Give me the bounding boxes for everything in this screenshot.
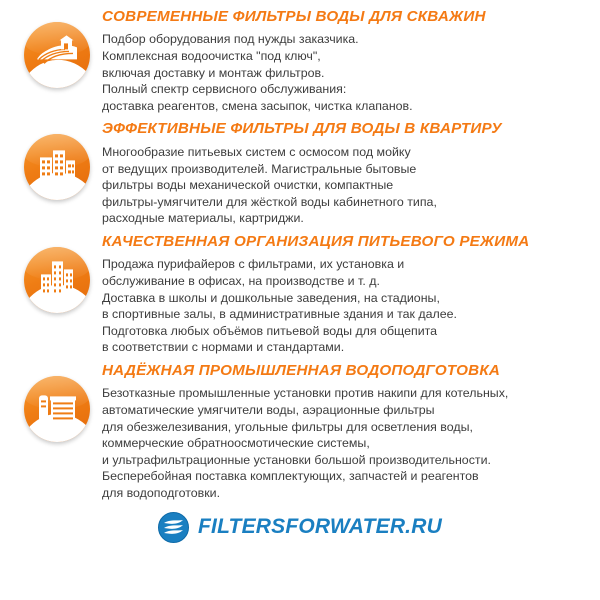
feature-line: коммерческие обратноосмотические системы,	[102, 436, 370, 451]
feature-line: в спортивные залы, в административные здания и так далее.	[102, 307, 457, 322]
feature-block	[0, 362, 600, 502]
feature-line: Комплексная водоочистка "под ключ",	[102, 49, 321, 64]
office-towers-icon	[24, 247, 90, 313]
feature-block	[0, 233, 600, 356]
icon-container	[18, 362, 96, 442]
icon-container	[18, 8, 96, 88]
icon-container	[18, 120, 96, 200]
feature-line: Подготовка любых объёмов питьевой воды для общепита	[102, 323, 438, 338]
feature-line: Безотказные промышленные установки против накипи для котельных,	[102, 386, 509, 401]
feature-block	[0, 120, 600, 226]
water-swirl-logo-icon	[158, 512, 189, 543]
feature-line: Продажа пурифайеров с фильтрами, их установка и	[102, 257, 405, 272]
feature-text	[102, 144, 588, 227]
icon-container	[18, 233, 96, 313]
feature-line: Подбор оборудования под нужды заказчика.	[102, 32, 359, 47]
feature-title: КАЧЕСТВЕННАЯ ОРГАНИЗАЦИЯ ПИТЬЕВОГО РЕЖИМА	[102, 232, 530, 250]
industrial-equipment-icon	[24, 376, 90, 442]
feature-text	[102, 31, 588, 114]
feature-content	[96, 362, 588, 502]
feature-line: автоматические умягчители воды, аэрационные фильтры	[102, 402, 435, 417]
feature-title: ЭФФЕКТИВНЫЕ ФИЛЬТРЫ ДЛЯ ВОДЫ В КВАРТИРУ	[102, 120, 502, 138]
feature-line: в соответствии с нормами и стандартами.	[102, 340, 345, 355]
feature-content	[96, 120, 588, 226]
feature-line: для обезжелезивания, угольные фильтры для осветления воды,	[102, 419, 473, 434]
feature-line: доставка реагентов, смена засыпок, чистка клапанов.	[102, 98, 413, 113]
feature-content	[96, 8, 588, 114]
feature-line: расходные материалы, картриджи.	[102, 211, 304, 226]
feature-line: для водоподготовки.	[102, 485, 221, 500]
feature-title: СОВРЕМЕННЫЕ ФИЛЬТРЫ ВОДЫ ДЛЯ СКВАЖИН	[102, 8, 486, 25]
apartment-building-icon	[24, 134, 90, 200]
feature-text	[102, 385, 588, 501]
feature-content	[96, 233, 588, 356]
feature-line: и ультрафильтрационные установки большой производительности.	[102, 452, 491, 467]
field-landscape-icon	[24, 22, 90, 88]
feature-line: фильтры воды механической очистки, компактные	[102, 178, 394, 193]
feature-line: Многообразие питьевых систем с осмосом под мойку	[102, 144, 411, 159]
site-footer	[0, 512, 600, 543]
feature-text	[102, 256, 588, 356]
feature-block	[0, 8, 600, 114]
feature-line: включая доставку и монтаж фильтров.	[102, 65, 325, 80]
site-name[interactable]: FILTERSFORWATER.RU	[198, 515, 442, 539]
feature-line: обслуживание в офисах, на производстве и т. д.	[102, 273, 380, 288]
feature-line: фильтры-умягчители для жёсткой воды кабинетного типа,	[102, 194, 437, 209]
feature-line: от ведущих производителей. Магистральные бытовые	[102, 161, 417, 176]
feature-line: Полный спектр сервисного обслуживания:	[102, 82, 347, 97]
feature-line: Доставка в школы и дошкольные заведения, на стадионы,	[102, 290, 440, 305]
feature-title: НАДЁЖНАЯ ПРОМЫШЛЕННАЯ ВОДОПОДГОТОВКА	[102, 361, 501, 379]
feature-line: Бесперебойная поставка комплектующих, запчастей и реагентов	[102, 469, 479, 484]
